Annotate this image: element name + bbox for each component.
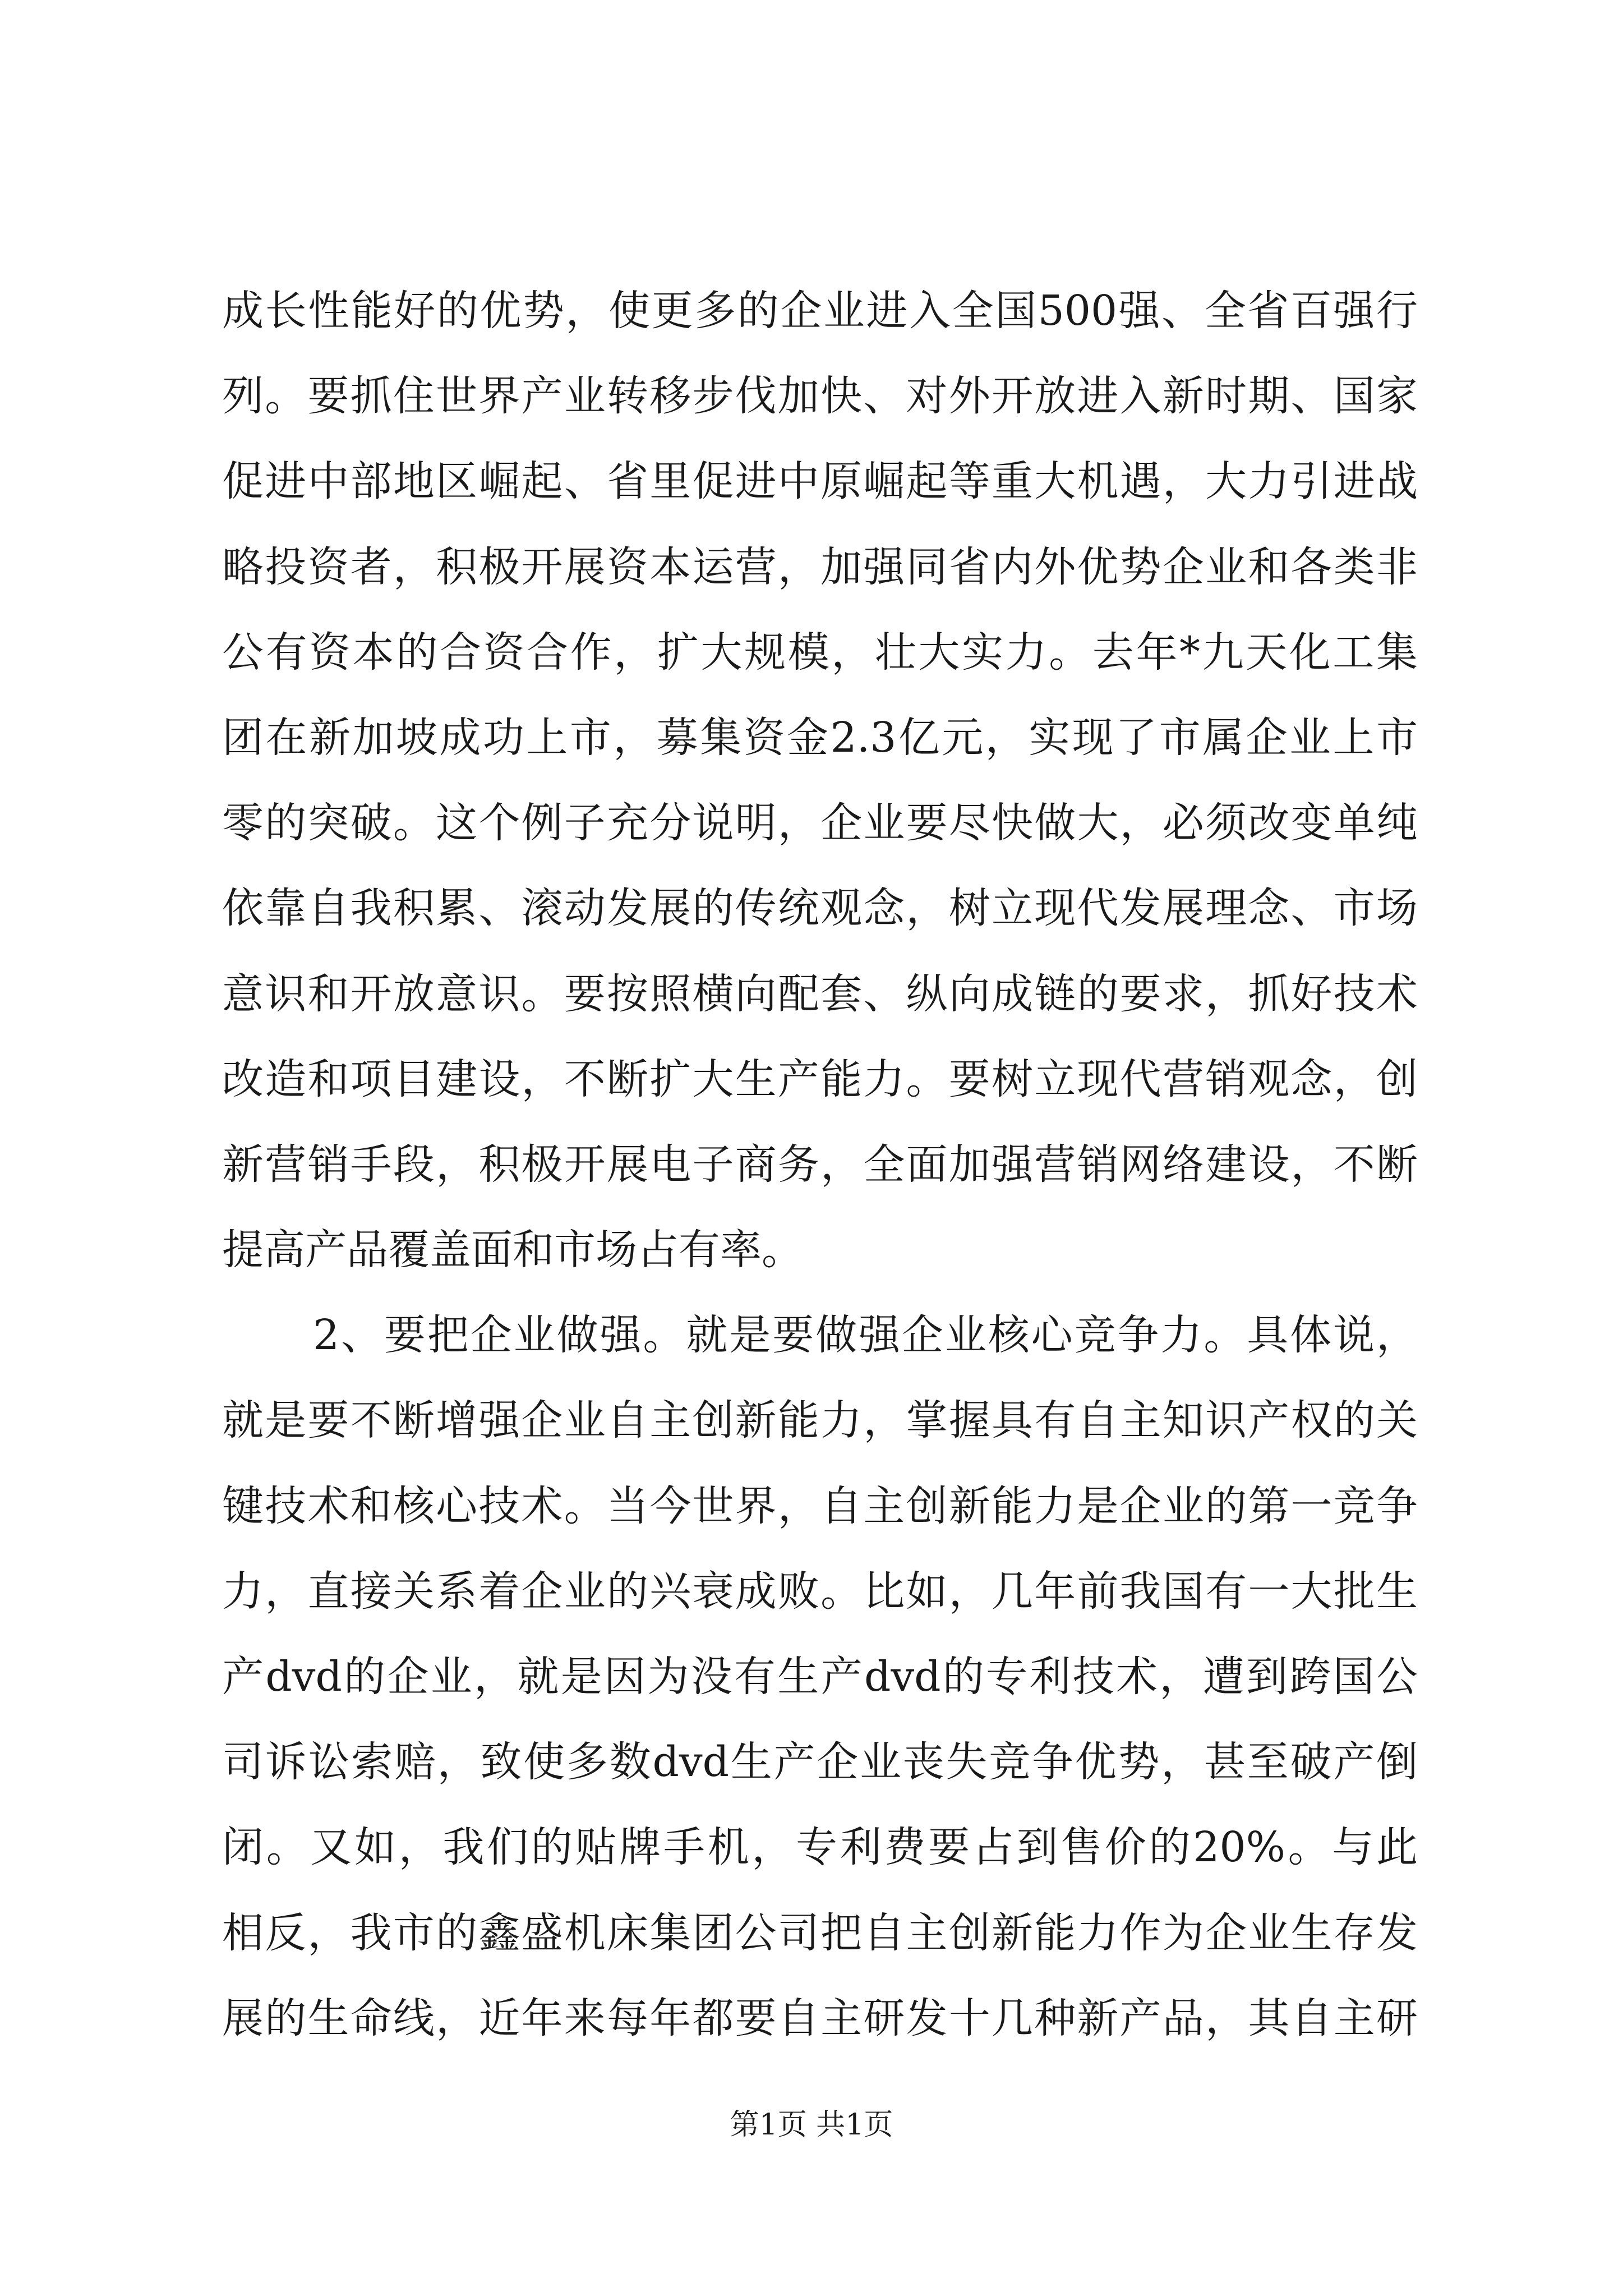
text-line: 新营销手段，积极开展电子商务，全面加强营销网络建设，不断	[222, 1140, 1418, 1189]
text-line: 列。要抓住世界产业转移步伐加快、对外开放进入新时期、国家	[222, 372, 1418, 421]
text-line: 展的生命线，近年来每年都要自主研发十几种新产品，其自主研	[222, 1994, 1418, 2042]
text-line: 就是要不断增强企业自主创新能力，掌握具有自主知识产权的关	[222, 1396, 1418, 1445]
text-line: 产dvd的企业，就是因为没有生产dvd的专利技术，遭到跨国公	[222, 1653, 1418, 1701]
text-line: 公有资本的合资合作，扩大规模，壮大实力。去年*九天化工集	[222, 628, 1418, 677]
text-line: 键技术和核心技术。当今世界，自主创新能力是企业的第一竞争	[222, 1481, 1418, 1530]
page-footer: 第1页 共1页	[730, 2108, 893, 2142]
text-line: 零的突破。这个例子充分说明，企业要尽快做大，必须改变单纯	[222, 799, 1418, 848]
body-text	[222, 268, 1418, 2061]
paragraph-start-line: 2、要把企业做强。就是要做强企业核心竞争力。具体说，	[313, 1311, 1418, 1360]
text-line: 意识和开放意识。要按照横向配套、纵向成链的要求，抓好技术	[222, 969, 1418, 1018]
text-line: 闭。又如，我们的贴牌手机，专利费要占到售价的20%。与此	[222, 1823, 1418, 1872]
text-line: 司诉讼索赔，致使多数dvd生产企业丧失竞争优势，甚至破产倒	[222, 1738, 1418, 1787]
text-line: 成长性能好的优势，使更多的企业进入全国500强、全省百强行	[222, 287, 1418, 335]
text-line: 力，直接关系着企业的兴衰成败。比如，几年前我国有一大批生	[222, 1567, 1418, 1616]
text-line: 改造和项目建设，不断扩大生产能力。要树立现代营销观念，创	[222, 1055, 1418, 1103]
text-line: 提高产品覆盖面和市场占有率。	[222, 1226, 803, 1274]
text-line: 依靠自我积累、滚动发展的传统观念，树立现代发展理念、市场	[222, 884, 1418, 933]
text-line: 相反，我市的鑫盛机床集团公司把自主创新能力作为企业生存发	[222, 1908, 1418, 1957]
text-line: 略投资者，积极开展资本运营，加强同省内外优势企业和各类非	[222, 542, 1418, 591]
text-line: 促进中部地区崛起、省里促进中原崛起等重大机遇，大力引进战	[222, 457, 1418, 506]
text-line: 团在新加坡成功上市，募集资金2.3亿元，实现了市属企业上市	[222, 713, 1418, 762]
